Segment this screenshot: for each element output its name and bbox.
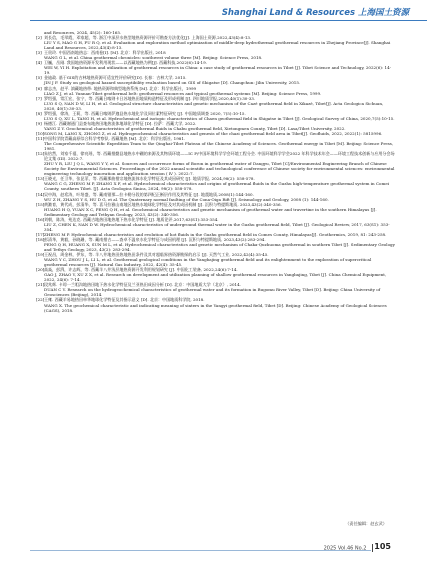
reference-translation: ZHU Y R, LIU J Q L, WANG Y Y, et al. Sources and occurrence forms of Boron in geothermal water of Dangyu, Tibet [C]/Environmental Engineering Branch of Chinese Society for Environmental Sciences. Proceedings of the 2022 annual scientific and technological conference of Chinese society for environmental sciences: environmental engineering technology innovation and application session ( Ⅳ ). 2022:7. — [44, 161, 395, 177]
reference-text: 王雍. 西藏羊易地热田单华地球化学特征及其指示意义 [D]. 北京：中国地质科学院, 2018. — [44, 297, 205, 303]
reference-text: 卫巍，岳刚. 我国地热资源开发利用现状——以西藏地热为例[J]. 西藏科技,2022(6):14-19. — [44, 60, 207, 66]
header-rule — [30, 20, 427, 21]
reference-translation: GAO J, ZHAO Y, XU Z X, et al. Research on development and utilization planning of shallow geothermal resources in Yangbajing, Tibet [J]. China Chemical Equipment, 2022, 24(6): 7-14. — [44, 272, 387, 283]
reference-text: 王祝昌，周金林，伊东，等. 羊八井地热田热地热田条件及其对超临界热资源勘探的启示 [J]. 天然气工业, 2022,42(4):35-45. — [44, 252, 269, 258]
reference-item — [36, 202, 396, 217]
reference-item — [36, 96, 396, 111]
reference-number: [5] — [36, 75, 42, 81]
reference-translation: LIAO Z J, et al. Yunnan-Tibet geothermal belt: geothermal resources and typical geothermal systems [M]. Beijing: Science Press, 1999. — [44, 90, 322, 96]
reference-text: SONG M, LANG X, ZHONG Z, et al. Hydrogeochemical characteristics and genesis of the chazi geothermal field area in Tibet[J]. Geofluids, 2022, 2022(1): 5815996. — [44, 130, 383, 136]
reference-item — [36, 35, 396, 50]
reference-item — [36, 237, 396, 252]
reference-item — [36, 111, 396, 121]
reference-item — [36, 151, 396, 176]
reference-number: [18] — [36, 236, 45, 242]
reference-text: ZHENG M P. Hydrochemical characteristics and evolution of hot fluids in the Guzhu geothermal field in Comes County, Himalayas[J]. Geothermics, 2019, 81: 243-258. — [44, 231, 387, 237]
reference-translation: WANG Y C, ZHOU J L, LI L, et al. Geothermal geological conditions in the Yangbajing geothermal field and its enlightenment to the exploration of supercritical geothermal resources [J]. Natural Gas Industry, 2022, 42(4): 35-45. — [44, 257, 372, 268]
reference-translation: DUAN C Y. Research on the hydrogeochemical characteristics of geothermal water and its formation in Bugomu River Valley, Tibet [D]. Beijing: China University of Geosciences (Beijing), 2014. — [44, 287, 381, 298]
reference-translation: LIU Y S, MAO G H, FU R Q, et al. Evaluation and exploration method optimization of middle-deep hydrothermal geothermal resources in Zhejiang Province[J]. Shanghai Land and Resources, 2022,43(4):8-13. — [44, 40, 391, 51]
reference-item — [36, 60, 396, 75]
reference-number: [12] — [36, 151, 45, 157]
issue-info — [324, 544, 377, 552]
reference-number: [11] — [36, 135, 45, 141]
reference-number: [22] — [36, 297, 45, 303]
reference-item — [36, 297, 396, 312]
reference-number: [9] — [36, 120, 42, 126]
reference-text: 罗绍强，徐涛，王莉，等. 西藏日喀则萨迦县热水地化学及同位素特征研究 [J]. 中国地质调查 2020, 7(5):10-15. — [44, 110, 246, 116]
reference-number: [10] — [36, 130, 45, 136]
footer-rule — [30, 550, 371, 551]
reference-number: [20] — [36, 267, 45, 273]
reference-item — [36, 75, 396, 85]
reference-translation: PENG Q H, HUANG X, SUN M L, et al. Hydrochemical characteristics and genetic mechanism of Chaka-Quzhuoma geothermal in southern Tibet [J]. Sedimentary Geology and Tethys Geology, 2023, 43(2): 283-294. — [44, 241, 395, 253]
reference-translation: JIN J F. Study on geological hazard susceptibility evaluation based on GIS of Shigatse [D]. Changchun: Jilin University, 2015. — [44, 80, 301, 86]
reference-translation: LIU Z, CHEN K, NAN D W. Hydrochemical characteristics of underground thermal water in the Guzhu geothermal field, Tibet [J]. Geological Review, 2017, 63(S1): 353-354. — [44, 221, 390, 232]
reference-translation: WU Z H, ZHANG Y S, HU D G, et al. The Quaternary normal faulting of the Cona-Oiga Rift [J]. Seismology and Geology, 2008 (1): 144-160. — [44, 196, 329, 202]
reference-number: [15] — [36, 201, 45, 207]
reference-number: [21] — [36, 282, 45, 288]
reference-translation: HUANG H Q, YUAN X C, PENG Q H, et al. Geochemical characteristics and genetic mechanism of geothermal water and travertine in the southern Himalayas [J]. Sedimentary Geology and Tethyan Geology, 2023, 43(2): 340-356. — [44, 206, 377, 217]
reference-item — [36, 176, 396, 191]
reference-number: [19] — [36, 252, 45, 258]
reference-number: [13] — [36, 176, 45, 182]
reference-item — [36, 217, 396, 232]
reference-number: [4] — [36, 60, 42, 66]
issue-label: 2025 Vol.46 No.2 — [323, 545, 367, 552]
reference-item — [36, 282, 396, 297]
reference-text: 吴中海，赵希涛，叶培盛，等. 藏南错那—拉卡勒分段的第四纪正断层作用及其特征 [J]. 地震地质,2008(1):144-160. — [44, 191, 254, 197]
reference-translation: WANG G L, et al. China geothermal chronicles: southwest volume three [M]. Beijing: Science Press, 2018. — [44, 55, 263, 61]
reference-number: [17] — [36, 231, 45, 237]
page-header — [0, 0, 427, 22]
page-number: 105 — [374, 542, 391, 551]
reference-number: [6] — [36, 85, 42, 91]
reference-text: 彭清华，黄毅，孙晓珊，等. 藏南措吉——查卓不温泉水化学特征与成因机理 [J]. 沉积与特提斯地质, 2023,43(2):283-294. — [44, 236, 266, 242]
reference-number: [7] — [36, 95, 42, 101]
reference-text: 中国科学院青藏高原综合科学考察队. 西藏地热 [M]. 北京：科学出版社, 1981. — [44, 135, 186, 141]
reference-text: 罗绍强，常江宏，张宁，等. 西藏日喀则卡日苏地热田地质构造特征及形成机制 [J]. 四川地质学报,2020,40(1):30-33. — [44, 95, 256, 101]
journal-title: Shanghai Land & Resources 上海国土资源 — [221, 8, 409, 18]
reference-text: 高焱，彭湃，许志辉，等. 西藏羊八井浅层地热资源开发利用规划研究 [J]. 中国化工装备, 2022,24(6):7-14. — [44, 267, 238, 273]
reference-item — [36, 267, 396, 282]
reference-translation: LUO S Q, XU L, TANG H, et al. Hydrochemical and isotopic characteristics of Chaen geothermal field in Shigatse in Tibet [J]. Geological Survey of China, 2020,7(5):10-15. — [44, 115, 395, 121]
reference-text: 金迪政. 基于GIS的吉林地热资源可适宜性评价研究[D]. 长春：吉林大学, 2015. — [44, 75, 187, 81]
reference-item — [36, 192, 396, 202]
reference-item — [36, 50, 396, 60]
reference-text: 王贵玲. 中国西南地热志：西南卷[I]. [M]. 北京：科学出版社, 2018 — [44, 50, 166, 56]
reference-number: [2] — [36, 35, 42, 41]
reference-text: 黄漱育，黄代成，彭清华，等. 喜马拉雅山南地区地热水地球化学特征及对其成因机制 [J]. 沉积与特提斯地质, 2023,43(2):340-356. — [44, 201, 282, 207]
reference-text: 朱怡然，刘家千禧，徐亮瑶，等. 西藏措勤县地热水中硼的来源及其物质环境——IC P/中国环境科学学会环境工程分会. 中国环境科学学会2022 年科学技术年会——环境工程技术创新与应用分会场论文集 (III). 2022:7. — [44, 151, 395, 162]
reference-text: 杨德江. 西藏谢通门县查布地热田地热流体地球化学特征 [D]. 拉萨：西藏大学, 2022. — [44, 120, 197, 126]
reference-number: [8] — [36, 110, 42, 116]
reference-item — [36, 252, 396, 267]
responsible-editor: （责任编辑：赵玄武） — [345, 521, 387, 526]
reference-translation: WANG C G, ZHENG M P, ZHANG X F, et al. Hydrochemical characteristics and origins of geothermal fluids in the Guzhu high-temperature geothermal system in Comei County, southern Tibet. [J]. Acta Geologica Sinica, 2024, 98(2): 558-578. — [44, 181, 390, 192]
reference-item — [36, 136, 396, 151]
reference-translation: WANG X. The geochemical characteristic and indicating meaning of sinters in the Yangyi geothermal field, Tibet [D]. Beijing: Chinese Academy of Geological Sciences (CAGS), 2018. — [44, 302, 387, 313]
reference-number: [14] — [36, 191, 45, 197]
reference-translation: LUO S Q, NAN D W, LI H, et al. Geological structure characteristics and genetic mechanism of the Cazé geothermal field in Xikazé, Tibet[J]. Acta Geologica Sichuan, 2020, 40(1):30-33. — [44, 100, 384, 111]
reference-translation: The Comprehensive Scientific Expedition Team to the Qinghai-Tibet Plateau of the Chinese Academy of Sciences. Geothermal energy in Tibet [M]. Beijing: Science Press, 1981. — [44, 141, 394, 152]
reference-translation: YANG Z Y. Geochemical characteristics of geothermal fluids in Chabu geothermal field, Xietongmen County, Tibet [D]. Lasa/Tibet University, 2022. — [44, 125, 346, 131]
footer-separator — [372, 544, 373, 552]
reference-number: [16] — [36, 216, 45, 222]
reference-translation: WEI W, YI H. Exploitation and utilization of geothermal resources in China: a case study of geothermal resources in Tibet [J]. Tibet Science and Technology, 2022(6): 14-19. — [44, 65, 392, 76]
reference-number: [3] — [36, 50, 42, 56]
reference-list — [36, 30, 396, 313]
reference-item — [36, 86, 396, 96]
reference-text: 刘长信，毛翠霞，邓家超，等. 浙江中深层水热型地热资源评价可勘查方法优化[J]. 上海国土资源,2022,43(4):8-13. — [44, 35, 252, 41]
reference-text: and Resources, 2024, 45(2): 160-165. — [44, 30, 122, 35]
reference-item — [36, 121, 396, 131]
reference-text: 廖志杰，赵平. 滇藏地热带: 地热资源和典型地热系统 [M]. 北京：科学出版社，1999 — [44, 85, 197, 91]
reference-text: 段兆辉. 卡琼一兰咀沟地热田地下热水化学特征及兰亚热田成因分析 [D]. 北京：中国地质大学（北京）, 2014. — [44, 282, 241, 288]
reference-text: 刘朝，陈涛，苑达克. 西藏古地热田地热地下热水化学特征 [J]. 地质论评,2017,63(S1):353-354. — [44, 216, 219, 222]
reference-text: 王晓光，任卫华，张昆菲，等. 西藏那曲措宗地热流体水化学特征及其成因研究 [J]. 地质学报, 2024,98(2): 558-578. — [44, 176, 255, 182]
